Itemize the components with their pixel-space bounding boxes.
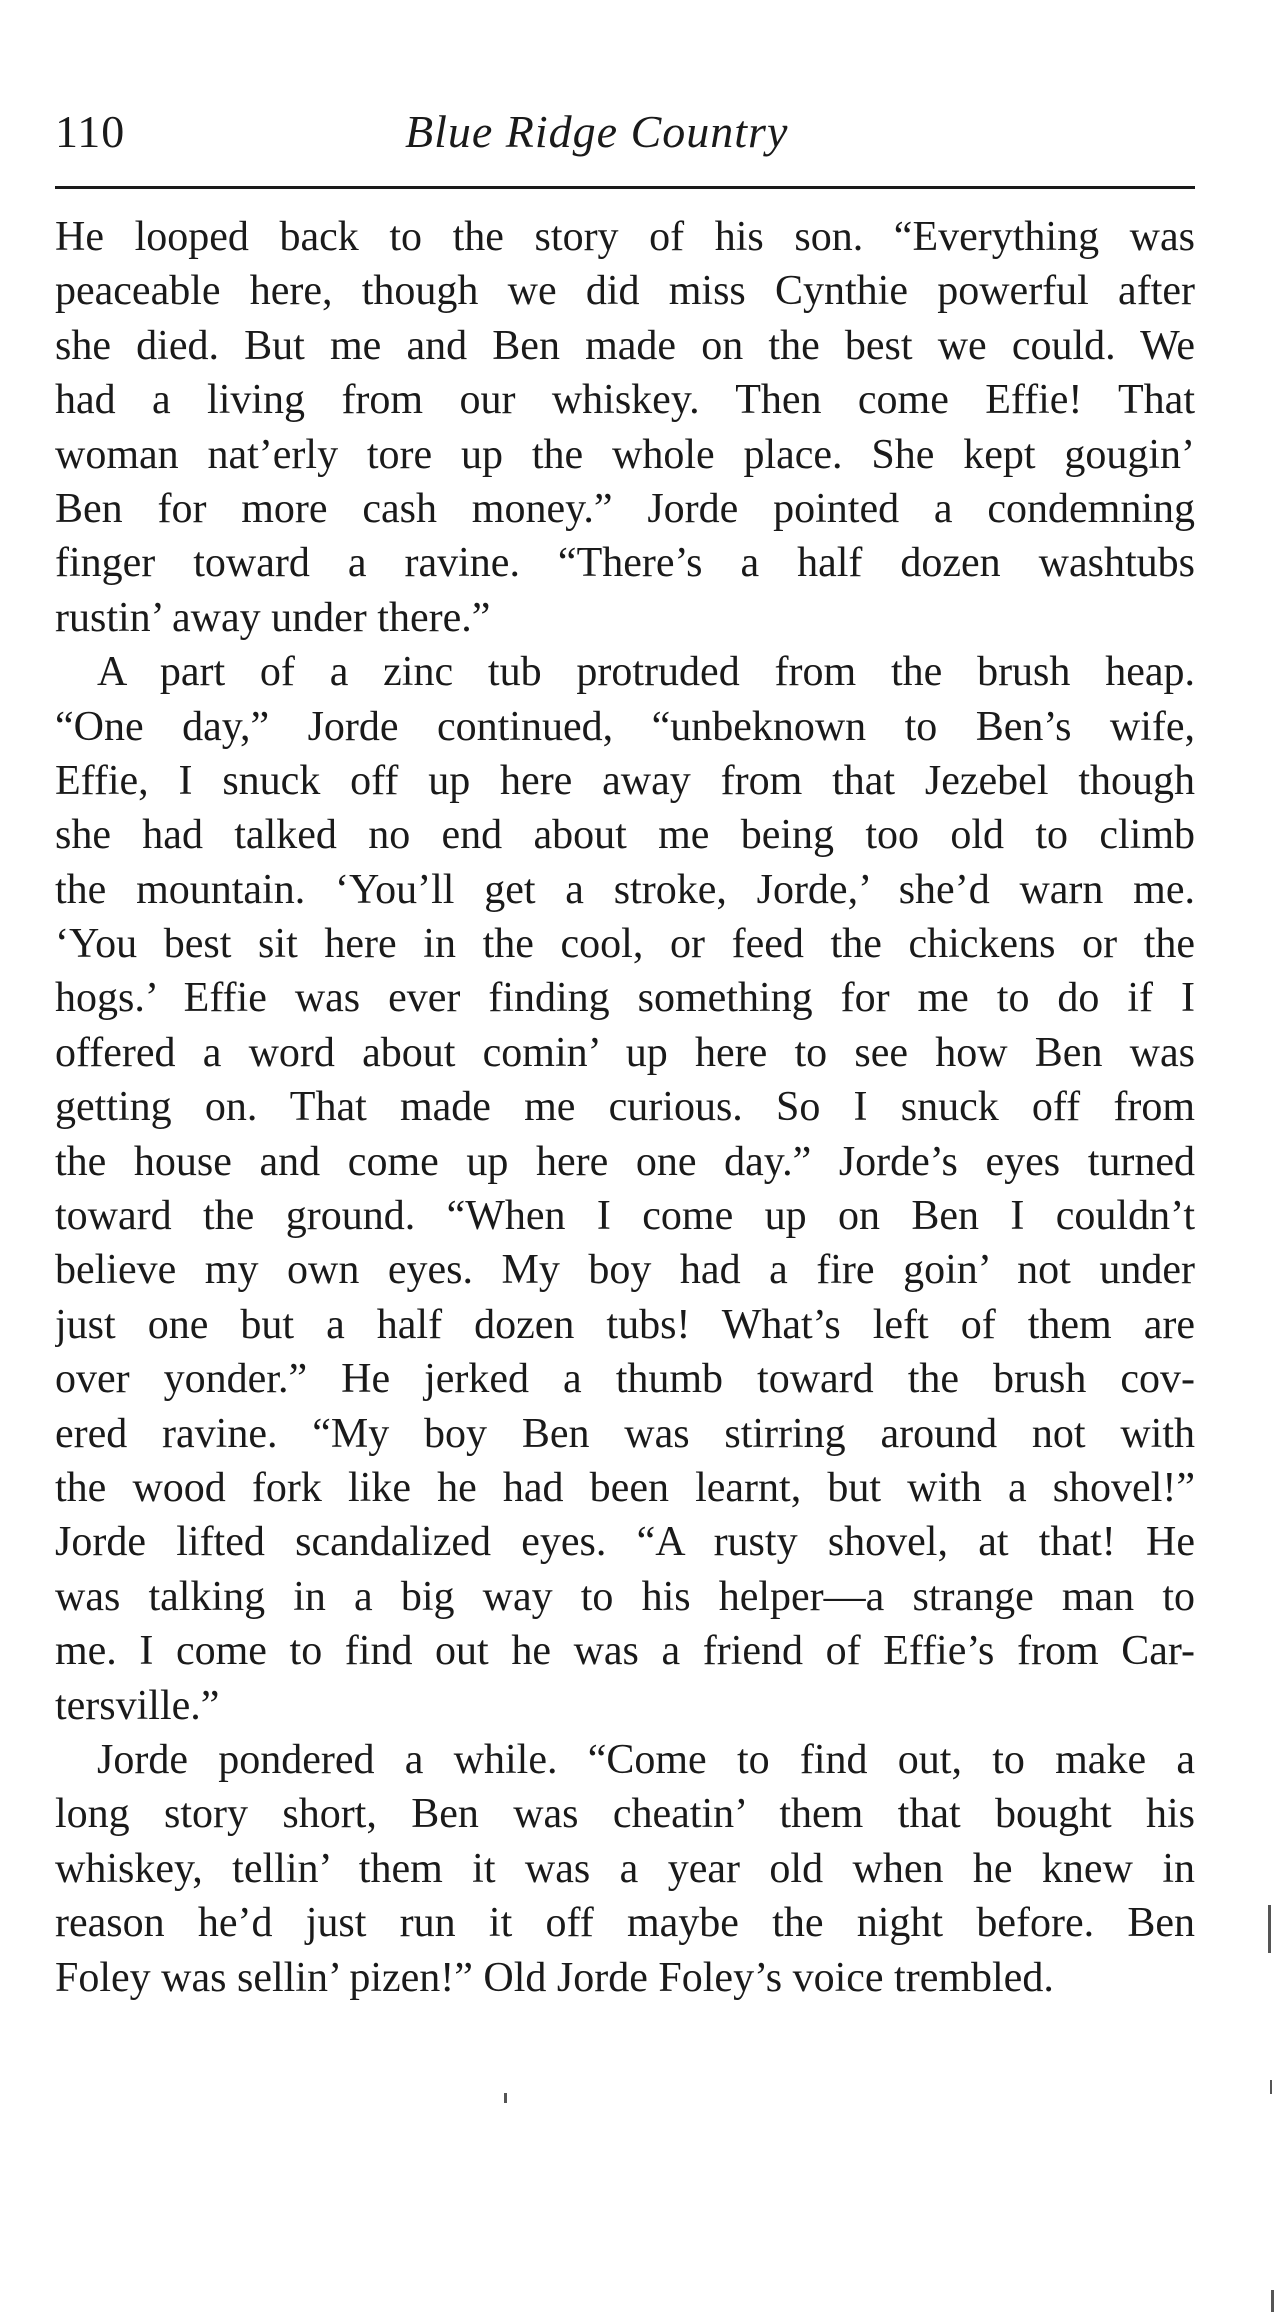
paragraph [55, 210, 1195, 645]
text-line: believe my own eyes. My boy had a fire goin’ not under [55, 1247, 1195, 1294]
text-line: toward the ground. “When I come up on Ben I couldn’t [55, 1193, 1195, 1240]
text-line: rustin’ away under there.” [55, 594, 491, 641]
text-line: tersville.” [55, 1682, 220, 1729]
book-title: Blue Ridge Country [405, 106, 789, 157]
text-line: hogs.’ Effie was ever finding something for me to do if I [55, 975, 1195, 1022]
text-line: offered a word about comin’ up here to see how Ben was [55, 1029, 1195, 1076]
text-line: getting on. That made me curious. So I snuck off from [55, 1084, 1195, 1131]
body-text [55, 210, 1195, 2005]
header-rule [55, 186, 1195, 189]
scan-mark [1270, 2080, 1272, 2094]
text-line: she died. But me and Ben made on the best we could. We [55, 322, 1195, 369]
text-line: the mountain. ‘You’ll get a stroke, Jorde,’ she’d warn me. [55, 866, 1195, 913]
text-line: reason he’d just run it off maybe the night before. Ben [55, 1900, 1195, 1947]
text-line: woman nat’erly tore up the whole place. She kept gougin’ [55, 431, 1195, 478]
text-line: Effie, I snuck off up here away from that Jezebel though [55, 757, 1195, 804]
running-head [55, 105, 1195, 175]
text-line: she had talked no end about me being too old to climb [55, 812, 1195, 859]
text-line: whiskey, tellin’ them it was a year old when he knew in [55, 1845, 1195, 1892]
text-line: the wood fork like he had been learnt, but with a shovel!” [55, 1464, 1195, 1511]
text-line: Foley was sellin’ pizen!” Old Jorde Foley’s voice trembled. [55, 1954, 1054, 2001]
text-line: ered ravine. “My boy Ben was stirring around not with [55, 1410, 1195, 1457]
text-line: had a living from our whiskey. Then come Effie! That [55, 377, 1195, 424]
scan-mark [1268, 1905, 1271, 1953]
text-line: finger toward a ravine. “There’s a half dozen washtubs [55, 540, 1195, 587]
paragraph [55, 1733, 1195, 2005]
text-line: just one but a half dozen tubs! What’s left of them are [55, 1301, 1195, 1348]
text-line: peaceable here, though we did miss Cynthie powerful after [55, 268, 1195, 315]
text-line: “One day,” Jorde continued, “unbeknown to Ben’s wife, [55, 703, 1195, 750]
text-line: long story short, Ben was cheatin’ them that bought his [55, 1791, 1195, 1838]
text-line: was talking in a big way to his helper—a strange man to [55, 1573, 1195, 1620]
scan-mark [504, 2093, 507, 2103]
text-line: the house and come up here one day.” Jorde’s eyes turned [55, 1138, 1195, 1185]
text-line: He looped back to the story of his son. “Everything was [55, 214, 1195, 260]
scan-mark [1271, 2290, 1274, 2312]
text-line: A part of a zinc tub protruded from the brush heap. [97, 649, 1195, 696]
text-line: Jorde lifted scandalized eyes. “A rusty shovel, at that! He [55, 1519, 1195, 1566]
text-line: me. I come to find out he was a friend of Effie’s from Car- [55, 1628, 1195, 1675]
text-line: Ben for more cash money.” Jorde pointed a condemning [55, 485, 1195, 532]
paragraph [55, 645, 1195, 1733]
text-line: ‘You best sit here in the cool, or feed the chickens or the [55, 921, 1195, 968]
text-line: Jorde pondered a while. “Come to find out, to make a [97, 1736, 1195, 1783]
page-number: 110 [55, 106, 126, 157]
text-line: over yonder.” He jerked a thumb toward the brush cov- [55, 1356, 1195, 1403]
